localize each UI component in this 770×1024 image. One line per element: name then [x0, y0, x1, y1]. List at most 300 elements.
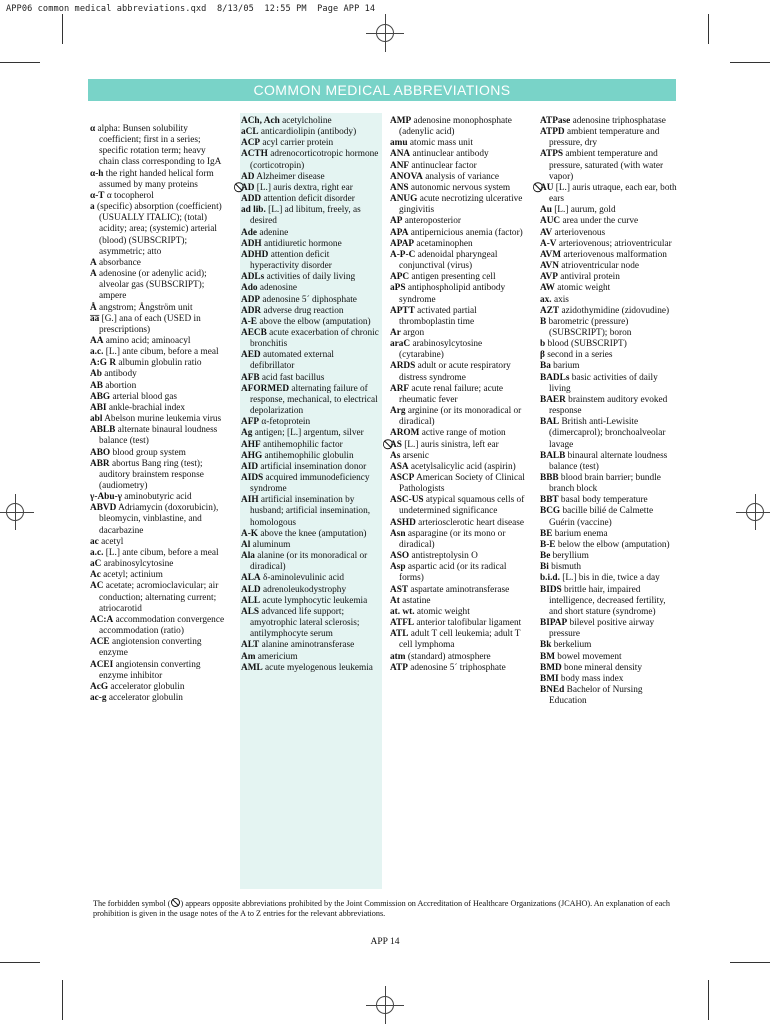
abbreviation-entry [390, 161, 528, 172]
abbreviation-definition: adenosine triphosphatase [570, 116, 666, 126]
abbreviation-definition: below the elbow (amputation) [555, 539, 670, 550]
abbreviation-entry [390, 495, 528, 517]
abbreviation-term: BADLs [540, 372, 570, 383]
abbreviation-entry [390, 194, 528, 216]
abbreviation-definition: argon [400, 327, 425, 338]
abbreviation-term: ANS [390, 182, 409, 193]
abbreviation-definition: abortus Bang ring (test); auditory brainstem response (audiometry) [99, 458, 204, 491]
abbreviation-term: AID [241, 461, 259, 472]
abbreviation-term: ABVD [90, 503, 117, 514]
abbreviation-entry [241, 440, 379, 451]
abbreviation-definition: [L.] ad libitum, freely, as desired [250, 205, 361, 227]
abbreviation-entry [390, 451, 528, 462]
abbreviation-term: Ar [390, 327, 401, 338]
abbreviation-entry [390, 384, 528, 406]
abbreviation-entry [540, 295, 678, 306]
abbreviation-definition: angiotensin converting enzyme inhibitor [99, 659, 201, 681]
abbreviation-entry [390, 529, 528, 551]
abbreviation-entry [540, 116, 678, 127]
abbreviation-term: ATPD [540, 127, 565, 138]
abbreviation-term: AFORMED [241, 383, 290, 394]
abbreviation-term: A-P-C [390, 249, 416, 260]
abbreviation-term: ALL [241, 595, 261, 606]
abbreviation-definition: angiotension converting enzyme [99, 637, 202, 659]
abbreviation-term: AFP [241, 417, 260, 428]
abbreviation-term: Bk [540, 640, 552, 651]
abbreviation-term: abl [90, 414, 103, 425]
abbreviation-term: ABLB [90, 425, 116, 436]
abbreviation-entry [540, 239, 678, 250]
abbreviation-term: ASC-US [390, 495, 424, 506]
abbreviation-definition: absorbance [96, 257, 141, 268]
abbreviation-term: BBT [540, 495, 559, 506]
abbreviation-entry [241, 652, 379, 663]
abbreviation-entry [90, 202, 228, 258]
abbreviation-definition: barometric (pressure) (SUBSCRIPT); boron [546, 316, 632, 338]
abbreviation-entry [241, 127, 379, 138]
abbreviation-entry [540, 585, 678, 618]
abbreviation-definition: second in a series [544, 350, 613, 361]
abbreviation-term: AHF [241, 439, 261, 450]
abbreviation-entry [540, 652, 678, 663]
abbreviation-definition: adenoidal pharyngeal conjunctival (virus) [399, 249, 498, 272]
abbreviation-definition: British anti-Lewisite (dimercaprol); bronchoalveolar lavage [549, 417, 666, 450]
abbreviation-term: amu [390, 138, 408, 149]
abbreviation-term: Ado [241, 283, 258, 294]
abbreviation-term: aC [90, 559, 102, 570]
abbreviation-term: APAP [390, 238, 415, 249]
abbreviation-term: Ade [241, 227, 258, 238]
abbreviation-definition: acute myelogenous leukemia [262, 662, 373, 673]
abbreviation-definition: automated external defibrillator [250, 350, 334, 372]
abbreviation-definition: Adriamycin (doxorubicin), bleomycin, vinblastine, and dacarbazine [99, 503, 219, 536]
abbreviation-entry [241, 149, 379, 171]
footnote-text-before: The forbidden symbol ( [93, 899, 171, 908]
abbreviation-entry [390, 618, 528, 629]
abbreviation-entry [90, 347, 228, 358]
abbreviation-entry [390, 406, 528, 428]
abbreviation-entry [390, 339, 528, 361]
abbreviation-definition: alternating failure of response, mechanical, to electrical depolarization [250, 383, 378, 417]
abbreviation-definition: adenosine 5´ triphosphate [407, 662, 506, 673]
abbreviation-term: ad lib. [241, 205, 266, 216]
abbreviation-entry [390, 216, 528, 227]
abbreviation-term: α-T [90, 190, 105, 201]
abbreviation-term: AD [241, 171, 255, 182]
abbreviation-term: ASCP [390, 473, 415, 483]
abbreviation-entry [540, 618, 678, 640]
abbreviation-definition: brittle hair, impaired intelligence, decreased fertility, and short stature (syndrome) [549, 584, 666, 617]
abbreviation-term: ⃠AU [540, 182, 554, 193]
abbreviation-entry [390, 116, 528, 138]
abbreviation-term: ACTH [241, 149, 268, 160]
abbreviation-definition: beryllium [550, 551, 589, 562]
abbreviation-entry [540, 350, 678, 361]
abbreviation-term: AcG [90, 681, 109, 692]
abbreviation-definition: barium enema [552, 528, 608, 539]
abbreviation-term: a [90, 202, 95, 213]
abbreviation-term: β [540, 350, 545, 361]
crop-mark-top-right-h [730, 62, 770, 63]
abbreviation-term: α-h [90, 168, 104, 179]
abbreviation-definition: antinuclear factor [409, 160, 477, 171]
abbreviation-entry [390, 138, 528, 149]
abbreviation-entry [241, 451, 379, 462]
abbreviation-definition: attention deficit disorder [261, 194, 355, 205]
abbreviation-term: A [90, 269, 97, 280]
abbreviation-term: ALD [241, 584, 261, 595]
abbreviation-entry [90, 503, 228, 536]
abbreviation-definition: astatine [399, 595, 431, 606]
abbreviation-term: atm [390, 651, 406, 662]
abbreviation-definition: arsenic [400, 450, 429, 461]
abbreviation-definition: arterial blood gas [110, 391, 178, 402]
abbreviation-entry [90, 381, 228, 392]
abbreviation-definition: [G.] ana of each (USED in prescriptions) [99, 313, 201, 335]
abbreviation-term: ANOVA [390, 171, 423, 182]
forbidden-symbol-icon [171, 898, 180, 907]
abbreviation-term: Al [241, 539, 251, 550]
abbreviation-term: ATP [390, 662, 408, 673]
abbreviation-definition: arteriosclerotic heart disease [415, 517, 524, 528]
abbreviation-term: AML [241, 662, 263, 673]
abbreviation-term: ADD [241, 194, 262, 205]
abbreviation-entry [241, 373, 379, 384]
abbreviation-term: Arg [390, 406, 406, 417]
abbreviation-definition: artificial insemination donor [258, 461, 367, 472]
abbreviation-entry [390, 228, 528, 239]
abbreviation-definition: arginine (or its monoradical or diradical) [399, 406, 522, 428]
registration-mark-right-h [736, 512, 770, 513]
abbreviation-entry [241, 640, 379, 651]
abbreviation-term: Ala [241, 551, 255, 562]
abbreviation-term: ACE [90, 637, 110, 648]
abbreviation-entry [540, 317, 678, 339]
abbreviation-definition: atypical squamous cells of undetermined significance [399, 495, 525, 517]
abbreviation-definition: [L.] auris utraque, each ear, both ears [549, 182, 677, 205]
abbreviation-definition: [L.] ante cibum, before a meal [103, 347, 219, 358]
abbreviation-term: at. wt. [390, 606, 415, 617]
abbreviation-entry [540, 495, 678, 506]
abbreviation-term: Ba [540, 361, 551, 372]
abbreviation-definition: acute necrotizing ulcerative gingivitis [399, 194, 523, 216]
abbreviation-definition: adenosine (or adenylic acid); alveolar gas (SUBSCRIPT); ampere [96, 269, 207, 302]
abbreviation-definition: analysis of variance [422, 171, 500, 182]
registration-mark-left-v [15, 494, 16, 530]
abbreviation-term: a.c. [90, 347, 104, 358]
abbreviation-term: ABR [90, 458, 110, 469]
abbreviation-term: AVP [540, 272, 558, 283]
abbreviation-entry [390, 239, 528, 250]
abbreviation-term: AZT [540, 305, 560, 316]
abbreviation-entry [390, 596, 528, 607]
abbreviation-definition: aluminum [250, 539, 291, 550]
abbreviation-entry [90, 169, 228, 191]
crop-mark-bottom-left-h [0, 962, 40, 963]
abbreviation-definition: ambient temperature and pressure, dry [549, 127, 660, 149]
abbreviation-entry [390, 652, 528, 663]
abbreviation-definition: antistreptolysin O [409, 551, 478, 562]
abbreviation-entry [90, 660, 228, 682]
abbreviation-term: B-E [540, 539, 556, 550]
abbreviation-entry [241, 272, 379, 283]
abbreviation-term: ATPS [540, 149, 564, 160]
abbreviation-entry [90, 693, 228, 704]
footnote-text-after: ) appears opposite abbreviations prohibited by the Joint Commission on Accreditation of Healthcare Organizations (JCAHO). An explanation of each prohibition is given in the usage notes of the A to Z entries for the relevant abbreviations. [93, 899, 670, 919]
abbreviation-entry [540, 373, 678, 395]
abbreviation-entry [540, 283, 678, 294]
abbreviation-entry [540, 685, 678, 707]
abbreviation-term: ABG [90, 391, 111, 402]
abbreviation-term: AHG [241, 450, 263, 461]
abbreviation-entry [540, 417, 678, 450]
abbreviation-definition: adult T cell leukemia; adult T cell lymphoma [399, 629, 521, 651]
abbreviation-entry [390, 663, 528, 674]
abbreviation-entry [90, 492, 228, 503]
abbreviation-term: BIPAP [540, 618, 568, 629]
abbreviation-entry [90, 425, 228, 447]
abbreviation-entry [540, 473, 678, 495]
abbreviation-entry [90, 615, 228, 637]
abbreviation-definition: adenosine monophosphate (adenylic acid) [399, 116, 512, 138]
crop-mark-bottom-right-h [730, 962, 770, 963]
abbreviation-definition: antinuclear antibody [410, 149, 489, 160]
abbreviation-term: ATFL [390, 618, 415, 629]
abbreviation-definition: atomic mass unit [407, 138, 473, 149]
abbreviation-term: AIH [241, 495, 259, 506]
abbreviation-definition: abortion [102, 380, 137, 391]
abbreviation-term: ⃠AD [241, 182, 255, 193]
abbreviation-term: A-V [540, 238, 557, 249]
abbreviation-term: AROM [390, 428, 420, 439]
abbreviation-definition: acetaminophen [414, 238, 473, 249]
abbreviation-definition: activities of daily living [264, 272, 356, 283]
abbreviation-term: BNEd [540, 684, 565, 695]
abbreviation-entry [390, 250, 528, 272]
abbreviation-term: AA [90, 335, 104, 346]
abbreviation-entry [390, 172, 528, 183]
abbreviation-definition: above the elbow (amputation) [257, 316, 371, 327]
abbreviation-term: ACEI [90, 659, 114, 670]
abbreviation-column-2 [240, 113, 382, 889]
abbreviation-definition: [L.] ante cibum, before a meal [103, 547, 219, 558]
abbreviation-definition: albumin globulin ratio [116, 358, 202, 369]
abbreviation-definition: acetylcholine [279, 116, 332, 126]
abbreviation-term: A-K [241, 528, 259, 539]
abbreviation-definition: acquired immunodeficiency syndrome [250, 473, 370, 495]
abbreviation-term: ac [90, 536, 99, 547]
abbreviation-term: AVN [540, 261, 559, 272]
abbreviation-entry [540, 640, 678, 651]
abbreviation-entry [90, 191, 228, 202]
abbreviation-definition: brainstem auditory evoked response [549, 394, 668, 417]
abbreviation-definition: artificial insemination by husband; artificial insemination, homologous [250, 495, 371, 528]
section-title-banner: COMMON MEDICAL ABBREVIATIONS [88, 79, 676, 101]
abbreviation-definition: (specific) absorption (coefficient) (USUALLY ITALIC); (total) acidity; area; (systemic) arterial (blood) (SUBSCRIPT); asymmetric; atto [94, 202, 222, 257]
abbreviation-term: ASHD [390, 517, 416, 528]
abbreviation-term: ATL [390, 629, 409, 640]
abbreviation-term: ABO [90, 447, 111, 458]
abbreviation-entry [241, 529, 379, 540]
abbreviation-definition: acetate; acromioclavicular; air conduction; alternating current; atriocarotid [99, 581, 219, 614]
abbreviation-definition: area under the curve [560, 216, 639, 227]
abbreviation-entry [540, 506, 678, 528]
abbreviation-term: Asp [390, 562, 406, 573]
abbreviation-term: ALT [241, 640, 260, 651]
abbreviation-entry [241, 462, 379, 473]
abbreviation-definition: activated partial thromboplastin time [399, 305, 477, 327]
abbreviation-entry [241, 172, 379, 183]
abbreviation-entry [90, 358, 228, 369]
abbreviation-term: APTT [390, 305, 415, 316]
abbreviation-definition: blood brain barrier; bundle branch block [549, 473, 661, 495]
abbreviation-term: ALA [241, 573, 261, 584]
abbreviation-entry [90, 682, 228, 693]
abbreviation-entry [540, 216, 678, 227]
abbreviation-entry [390, 518, 528, 529]
abbreviation-term: ⃠AS [390, 439, 402, 450]
abbreviation-definition: blood (SUBSCRIPT) [545, 339, 627, 350]
abbreviation-term: As [390, 450, 401, 461]
abbreviation-term: Ag [241, 428, 253, 439]
abbreviation-term: BMI [540, 673, 559, 684]
abbreviation-definition: antipernicious anemia (factor) [408, 227, 523, 238]
page-number: APP 14 [370, 937, 400, 947]
abbreviation-entry [540, 250, 678, 261]
abbreviation-definition: antiphospholipid antibody syndrome [399, 283, 506, 305]
abbreviation-definition: basal body temperature [558, 495, 648, 506]
abbreviation-entry [90, 124, 228, 169]
abbreviation-term: A-E [241, 316, 258, 327]
abbreviation-definition: Alzheimer disease [254, 171, 325, 182]
abbreviation-definition: advanced life support; amyotrophic lateral sclerosis; antilymphocyte serum [250, 606, 360, 640]
abbreviation-entry [390, 562, 528, 584]
abbreviation-column-4 [540, 116, 678, 707]
abbreviation-definition: aspartate aminotransferase [408, 584, 510, 595]
abbreviation-definition: α tocopherol [104, 190, 154, 201]
abbreviation-definition: americium [255, 651, 298, 662]
abbreviation-term: Be [540, 551, 551, 562]
abbreviation-entry [540, 127, 678, 149]
abbreviation-definition: adrenoleukodystrophy [260, 584, 347, 595]
abbreviation-definition: antibody [101, 369, 137, 380]
abbreviation-definition: acute lymphocytic leukemia [260, 595, 368, 606]
abbreviation-entry [540, 361, 678, 372]
abbreviation-definition: Abelson murine leukemia virus [102, 414, 222, 425]
abbreviation-definition: aspartic acid (or its radical forms) [399, 562, 507, 584]
abbreviation-entry [90, 559, 228, 570]
abbreviation-entry [540, 562, 678, 573]
abbreviation-term: BIDS [540, 584, 562, 595]
abbreviation-entry [241, 384, 379, 417]
abbreviation-term: ADLs [241, 272, 265, 283]
abbreviation-term: Au [540, 205, 552, 216]
abbreviation-term: APA [390, 227, 409, 238]
abbreviation-term: B [540, 316, 547, 327]
abbreviation-entry [540, 149, 678, 182]
abbreviation-entry [90, 548, 228, 559]
abbreviation-definition: acetyl [98, 536, 124, 547]
abbreviation-term: AV [540, 227, 553, 238]
abbreviation-entry [540, 339, 678, 350]
abbreviation-term: Bi [540, 562, 549, 573]
abbreviation-entry [241, 607, 379, 640]
abbreviation-entry [241, 250, 379, 272]
abbreviation-definition: bone mineral density [561, 662, 642, 673]
abbreviation-term: AUC [540, 216, 561, 227]
registration-mark-left-h [0, 512, 34, 513]
abbreviation-definition: α-fetoprotein [259, 417, 311, 428]
abbreviation-entry [390, 361, 528, 383]
abbreviation-term: AW [540, 283, 555, 294]
abbreviation-definition: alternate binaural loudness balance (test) [99, 425, 218, 447]
abbreviation-entry [241, 116, 379, 127]
abbreviation-entry [390, 629, 528, 651]
abbreviation-term: BALB [540, 450, 566, 461]
crop-mark-top-left-h [0, 62, 40, 63]
abbreviation-entry [241, 239, 379, 250]
abbreviation-entry [241, 194, 379, 205]
abbreviation-entry [241, 540, 379, 551]
abbreviation-entry [90, 392, 228, 403]
abbreviation-entry [90, 336, 228, 347]
abbreviation-entry [390, 306, 528, 328]
registration-mark-bottom-v [385, 986, 386, 1024]
abbreviation-definition: amino acid; aminoacyl [103, 335, 191, 346]
abbreviation-term: AFB [241, 372, 260, 383]
abbreviation-term: a.c. [90, 547, 104, 558]
abbreviation-term: γ-Abu-γ [90, 492, 122, 503]
abbreviation-definition: adrenocorticotropic hormone (corticotropin) [250, 149, 379, 171]
abbreviation-term: ADHD [241, 249, 269, 260]
abbreviation-entry [390, 183, 528, 194]
abbreviation-definition: anteroposterior [402, 216, 462, 227]
abbreviation-definition: acetylsalicylic acid (aspirin) [408, 461, 516, 472]
abbreviation-entry [90, 448, 228, 459]
abbreviation-entry [241, 183, 379, 194]
abbreviation-definition: antihemophilic factor [260, 439, 343, 450]
abbreviation-entry [390, 585, 528, 596]
abbreviation-entry [390, 428, 528, 439]
abbreviation-definition: body mass index [558, 673, 624, 684]
abbreviation-definition: [L.] bis in die, twice a day [559, 573, 660, 584]
abbreviation-definition: antigen presenting cell [409, 272, 496, 283]
abbreviation-term: BBB [540, 473, 559, 483]
abbreviation-entry [90, 570, 228, 581]
abbreviation-definition: bilevel positive airway pressure [549, 618, 655, 640]
abbreviation-definition: antihemophilic globulin [262, 450, 354, 461]
abbreviation-term: A [90, 257, 97, 268]
abbreviation-term: b [540, 339, 546, 350]
abbreviation-term: ANF [390, 160, 410, 171]
abbreviation-definition: angstrom; Ångström unit [96, 302, 193, 313]
abbreviation-term: A:G R [90, 358, 117, 369]
abbreviation-entry [241, 283, 379, 294]
forbidden-symbol-footnote [93, 898, 683, 920]
abbreviation-definition: accelerator globulin [108, 681, 185, 692]
abbreviation-entry [241, 328, 379, 350]
abbreviation-definition: active range of motion [419, 428, 506, 439]
abbreviation-entry [241, 350, 379, 372]
abbreviation-definition: acyl carrier protein [260, 138, 334, 149]
abbreviation-term: AB [90, 380, 103, 391]
abbreviation-definition: American Society of Clinical Pathologists [399, 473, 525, 495]
abbreviation-term: ac-g [90, 692, 107, 703]
abbreviation-definition: autonomic nervous system [408, 182, 511, 193]
abbreviation-term: aPS [390, 283, 406, 294]
abbreviation-entry [241, 551, 379, 573]
abbreviation-definition: arabinosylcytosine [101, 559, 174, 570]
